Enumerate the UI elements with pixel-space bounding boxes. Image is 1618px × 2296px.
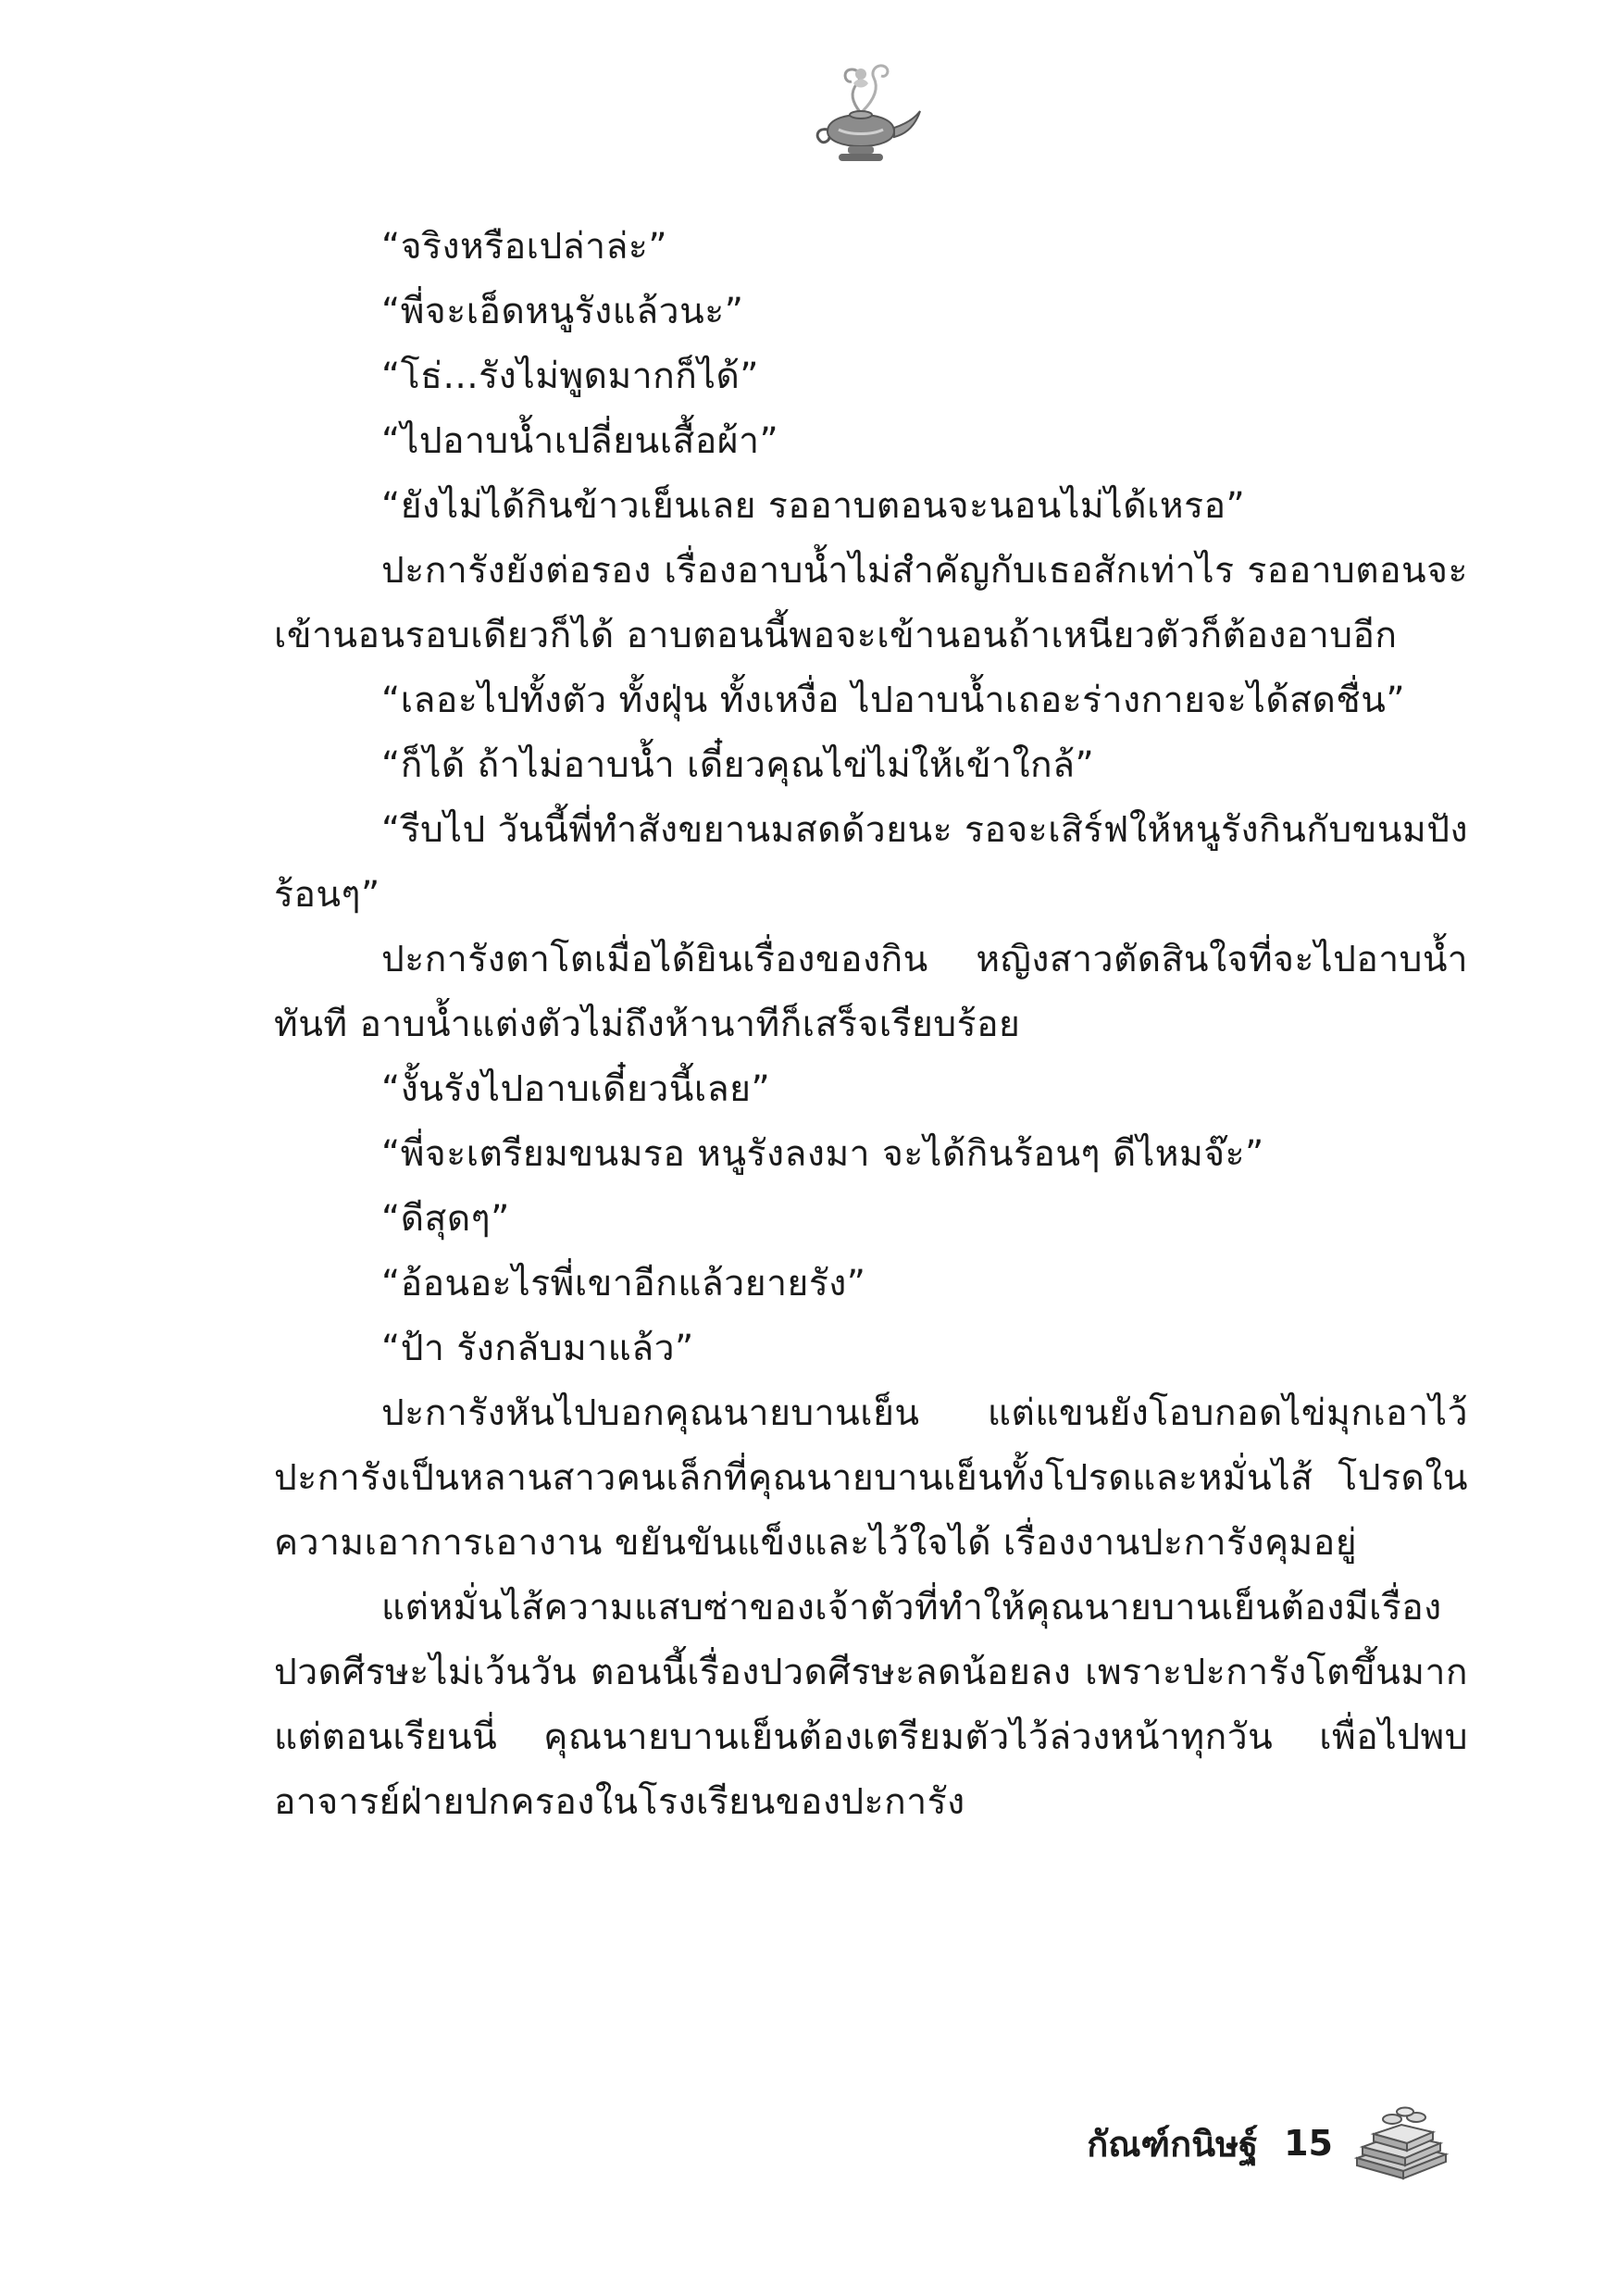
paragraph: ปะการังยังต่อรอง เรื่องอาบน้ำไม่สำคัญกับเธอสักเท่าไร รออาบตอนจะเข้านอนรอบเดียวก็ได้ อาบตอนนี้พอจะเข้านอนถ้าเหนียวตัวก็ต้องอาบอีก	[274, 550, 1468, 656]
body-text	[274, 215, 1468, 1835]
paragraph: “โธ่...รังไม่พูดมากก็ได้”	[381, 356, 759, 397]
paragraph: “อ้อนอะไรพี่เขาอีกแล้วยายรัง”	[381, 1263, 866, 1304]
paragraph: “เลอะไปทั้งตัว ทั้งฝุ่น ทั้งเหงื่อ ไปอาบน้ำเถอะร่างกายจะได้สดชื่น”	[381, 680, 1406, 721]
paragraph: “พี่จะเอ็ดหนูรังแล้วนะ”	[381, 291, 744, 332]
book-title: กัณฑ์กนิษฐ์	[1087, 2123, 1259, 2165]
page-number: 15	[1284, 2123, 1333, 2164]
paragraph: “ป้า รังกลับมาแล้ว”	[381, 1328, 694, 1369]
paragraph: ปะการังหันไปบอกคุณนายบานเย็น แต่แขนยังโอบกอดไข่มุกเอาไว้ ปะการังเป็นหลานสาวคนเล็กที่คุณนายบานเย็นทั้งโปรดและหมั่นไส้ โปรดในความเอาการเอางาน ขยันขันแข็งและไว้ใจได้ เรื่องงานปะการังคุมอยู่	[274, 1392, 1468, 1564]
paragraph: “ดีสุดๆ”	[381, 1198, 510, 1240]
paragraph: “พี่จะเตรียมขนมรอ หนูรังลงมา จะได้กินร้อนๆ ดีไหมจ๊ะ”	[381, 1133, 1264, 1175]
paragraph: “รีบไป วันนี้พี่ทำสังขยานมสดด้วยนะ รอจะเสิร์ฟให้หนูรังกินกับขนมปังร้อนๆ”	[274, 809, 1468, 916]
page-footer	[1087, 2106, 1451, 2180]
paragraph: แต่หมั่นไส้ความแสบซ่าของเจ้าตัวที่ทำให้คุณนายบานเย็นต้องมีเรื่องปวดศีรษะไม่เว้นวัน ตอนนี้เรื่องปวดศีรษะลดน้อยลง เพราะปะการังโตขึ้นมาก แต่ตอนเรียนนี่ คุณนายบานเย็นต้องเตรียมตัวไว้ล่วงหน้าทุกวัน เพื่อไปพบอาจารย์ฝ่ายปกครองในโรงเรียนของปะการัง	[274, 1587, 1468, 1823]
paragraph: “จริงหรือเปล่าล่ะ”	[381, 226, 668, 268]
paragraph: “ยังไม่ได้กินข้าวเย็นเลย รออาบตอนจะนอนไม่ได้เหรอ”	[381, 485, 1246, 527]
paragraph: “ไปอาบน้ำเปลี่ยนเสื้อผ้า”	[381, 420, 779, 462]
money-stack-icon	[1350, 2106, 1451, 2180]
paragraph: ปะการังตาโตเมื่อได้ยินเรื่องของกิน หญิงสาวตัดสินใจที่จะไปอาบน้ำทันที อาบน้ำแต่งตัวไม่ถึงห้านาทีก็เสร็จเรียบร้อย	[274, 939, 1468, 1045]
paragraph: “งั้นรังไปอาบเดี๋ยวนี้เลย”	[381, 1068, 771, 1110]
paragraph: “ก็ได้ ถ้าไม่อาบน้ำ เดี๋ยวคุณไข่ไม่ให้เข้าใกล้”	[381, 744, 1095, 786]
genie-lamp-icon	[796, 56, 926, 167]
